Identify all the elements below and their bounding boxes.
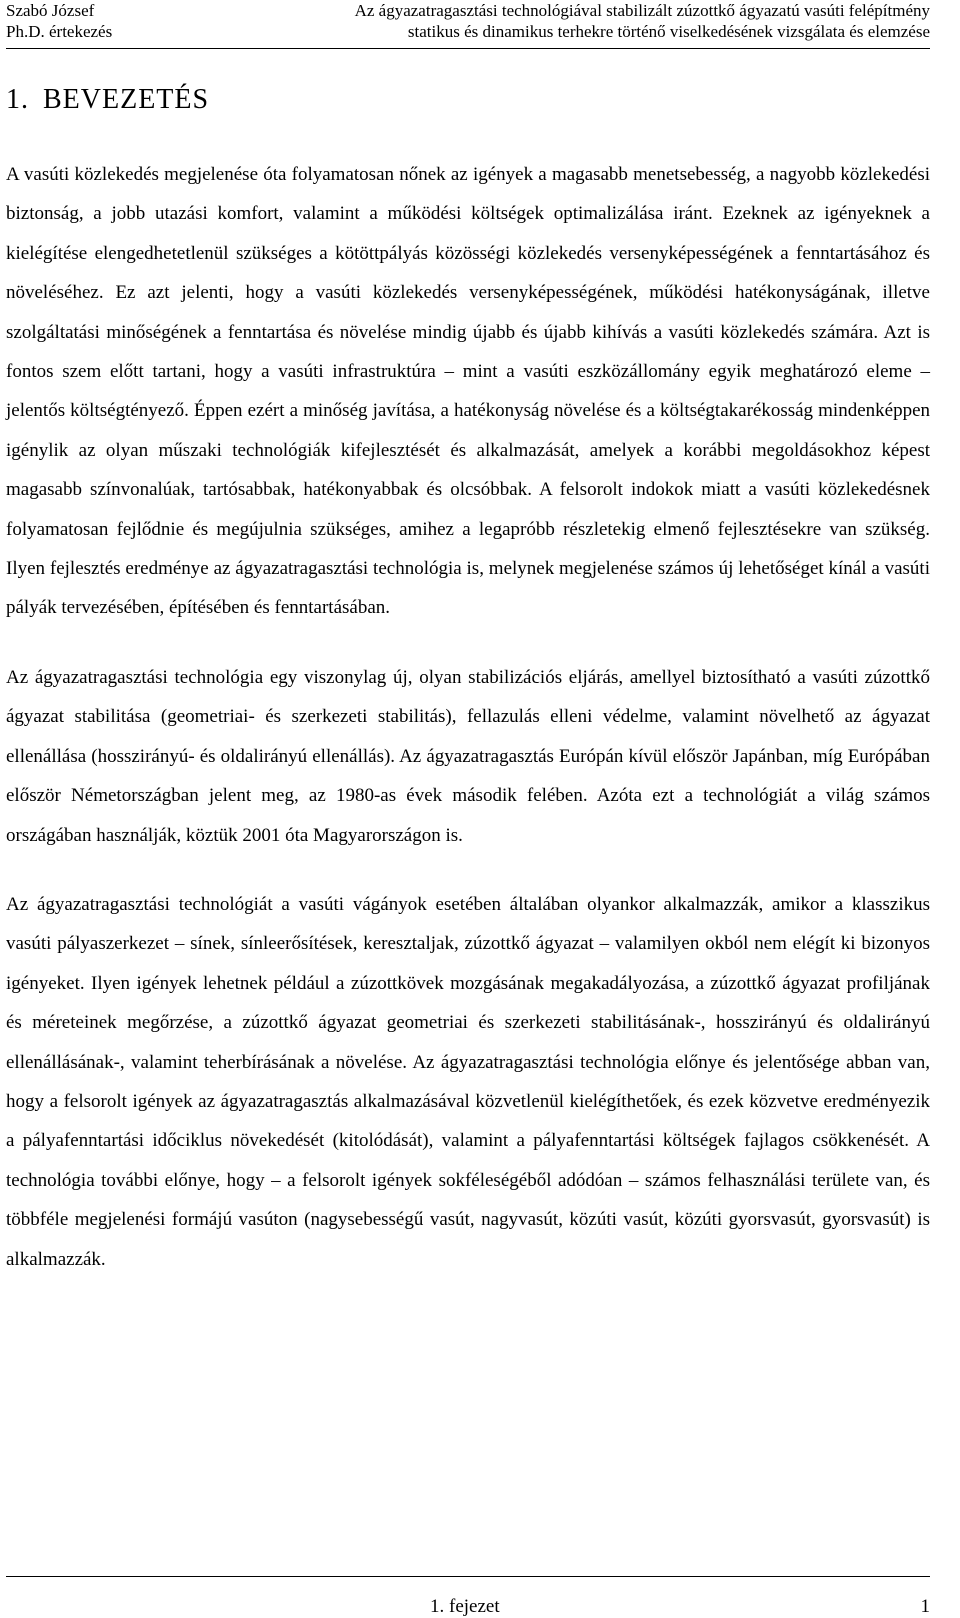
footer-rule — [6, 1576, 930, 1577]
page-number: 1 — [920, 1596, 930, 1617]
paragraph-1: A vasúti közlekedés megjelenése óta folyamatosan nőnek az igények a magasabb menetsebesség, a nagyobb közlekedési biztonság, a jobb utazási komfort, valamint a működési költségek optimalizálása iránt. Ezeknek az igényeknek a kielégítése elengedhetetlenül szükséges a kötöttpályás közösségi közlekedés versenyképességének a fenntartásához és növeléséhez. Ez azt jelenti, hogy a vasúti közlekedés versenyképességének, működési hatékonyságának, illetve szolgáltatási minőségének a fenntartása és növelése mindig újabb és újabb kihívás a vasúti közlekedés számára. Azt is fontos szem előtt tartani, hogy a vasúti infrastruktúra – mint a vasúti eszközállomány egyik meghatározó eleme – jelentős költségtényező. Éppen ezért a minőség javítása, a hatékonyság növelése és a költségtakarékosság mindenképpen igénylik az olyan műszaki technológiák kifejlesztését és alkalmazását, amelyek a korábbi megoldásokhoz képest magasabb színvonalúak, tartósabbak, hatékonyabbak és olcsóbbak. A felsorolt indokok miatt a vasúti közlekedésnek folyamatosan fejlődnie és megújulnia szükséges, amihez a legapróbb részletekig elmenő fejlesztésekre van szükség. Ilyen fejlesztés eredménye az ágyazatragasztási technológia is, melynek megjelenése számos új lehetőséget kínál a vasúti pályák tervezésében, építésében és fenntartásában. — [6, 164, 930, 619]
header-left — [6, 0, 112, 42]
page-header — [6, 0, 930, 52]
header-author: Szabó József — [6, 1, 95, 20]
paragraph-3: Az ágyazatragasztási technológiát a vasúti vágányok esetében általában olyankor alkalmazzák, amikor a klasszikus vasúti pályaszerkezet – sínek, sínleerősítések, keresztaljak, zúzottkő ágyazat – valamilyen okból nem elégít ki bizonyos igényeket. Ilyen igények lehetnek például a zúzottkövek mozgásának megakadályozása, a zúzottkő ágyazat profiljának és méreteinek megőrzése, a zúzottkő ágyazat geometriai és szerkezeti stabilitásának-, hosszirányú és oldalirányú ellenállásának-, valamint teherbírásának a növelése. Az ágyazatragasztási technológia előnye és jelentősége abban van, hogy a felsorolt igények az ágyazatragasztás alkalmazásával közvetlenül kielégíthetőek, és ezek közvetve eredményezik a pályafenntartási időciklus növekedését (kitolódását), valamint a pályafenntartási költségek fajlagos csökkenését. A technológia további előnye, hogy – a felsorolt igények sokféleségéből adódóan – számos felhasználási területe van, és többféle megjelenési formájú vasúton (nagysebességű vasút, nagyvasút, közúti vasút, közúti gyorsvasút, gyorsvasút) is alkalmazzák. — [6, 893, 930, 1270]
header-rule — [6, 48, 930, 49]
page-footer — [6, 1576, 930, 1616]
header-degree: Ph.D. értekezés — [6, 22, 113, 41]
chapter-number: 1. — [6, 84, 29, 115]
footer-chapter-label: 1. fejezet — [430, 1596, 500, 1617]
header-title-line2: statikus és dinamikus terhekre történő viselkedésének vizsgálata és elemzése — [407, 22, 930, 41]
body-text — [6, 155, 930, 1309]
chapter-title — [6, 82, 209, 118]
header-right — [355, 0, 930, 42]
chapter-title-text: BEVEZETÉS — [43, 84, 210, 115]
header-title-line1: Az ágyazatragasztási technológiával stabilizált zúzottkő ágyazatú vasúti felépítmény — [354, 1, 930, 20]
paragraph-2: Az ágyazatragasztási technológia egy viszonylag új, olyan stabilizációs eljárás, amellyel biztosítható a vasúti zúzottkő ágyazat stabilitása (geometriai- és szerkezeti stabilitás), fellazulás elleni védelme, valamint növelhető az ágyazat ellenállása (hosszirányú- és oldalirányú ellenállás). Az ágyazatragasztás Európán kívül először Japánban, míg Európában először Németországban jelent meg, az 1980-as évek második felében. Azóta ezt a technológiát a világ számos országában használják, köztük 2001 óta Magyarországon is. — [6, 666, 930, 846]
